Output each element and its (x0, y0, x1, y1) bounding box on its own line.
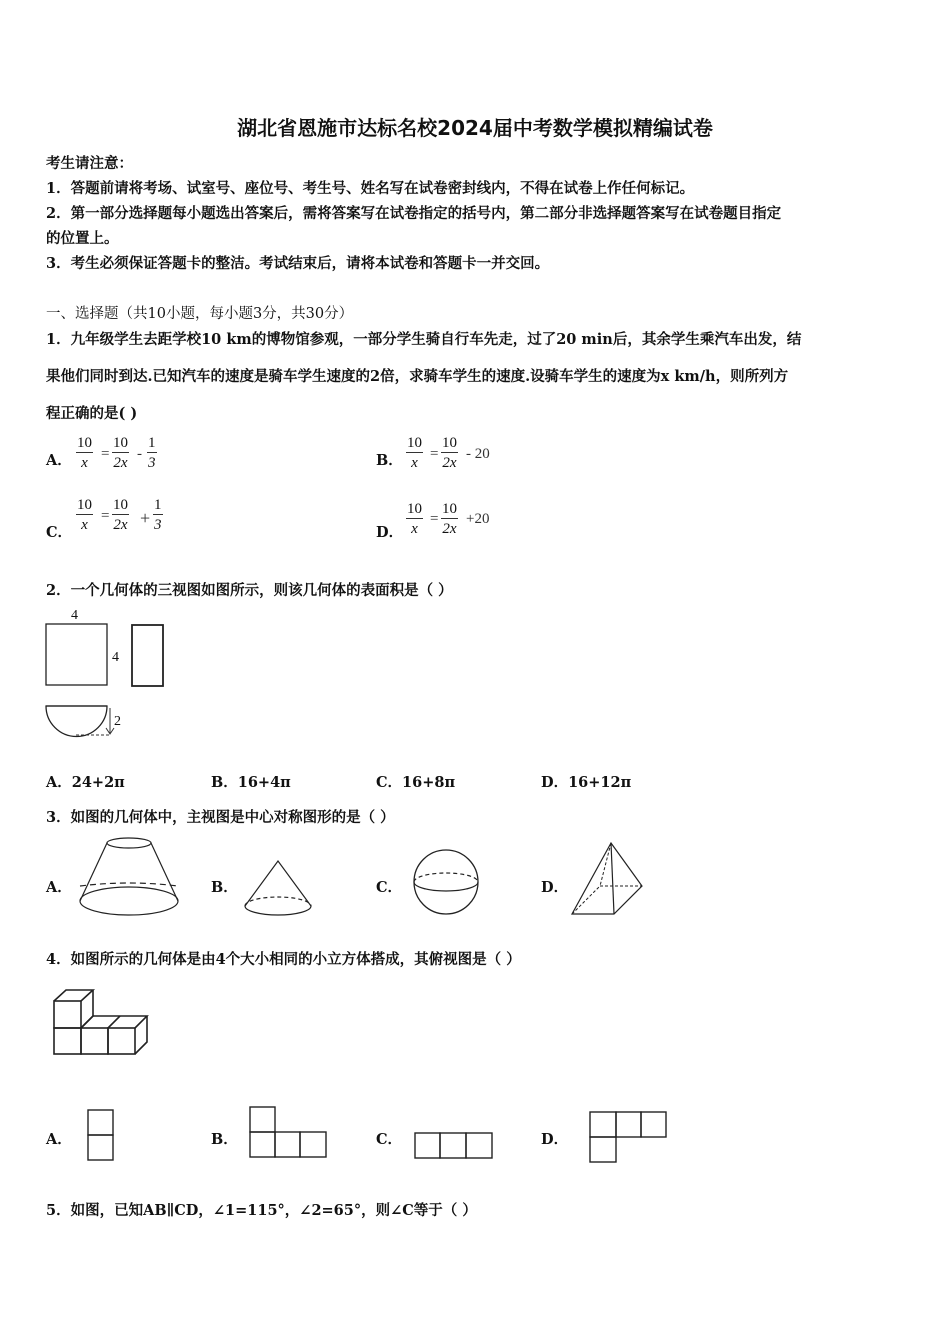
q4-option-a-label: A． (46, 1131, 72, 1148)
page-title: 湖北省恩施市达标名校2024届中考数学模拟精编试卷 (237, 116, 713, 140)
q4-option-c-label: C． (376, 1131, 403, 1148)
q2-option-c: C．16+8π (376, 774, 456, 791)
q1-line-1: 1．九年级学生去距学校10 km的博物馆参观，一部分学生骑自行车先走，过了20 min后，其余学生乘汽车出发，结 (46, 331, 802, 348)
q1-b-equals: = (430, 446, 439, 462)
q1-option-d-label: D． (376, 524, 404, 541)
q4-text: 4．如图所示的几何体是由4个大小相同的小立方体搭成，其俯视图是（ ） (46, 951, 521, 968)
notice-item-3: 3．考生必须保证答题卡的整洁。考试结束后，请将本试卷和答题卡一并交回。 (46, 255, 550, 272)
q1-line-3: 程正确的是( ) (46, 405, 138, 422)
q1-c-operator: + (140, 508, 151, 528)
q1-d-frac-1: $\frac{10}{x}$ (407, 501, 422, 537)
q1-a-equals: = (101, 446, 110, 462)
q1-b-frac-2: $\frac{10}{2x}$ (442, 435, 457, 471)
q3-text: 3．如图的几何体中，主视图是中心对称图形的是（ ） (46, 809, 395, 826)
q3-option-d-label: D． (541, 879, 569, 896)
notice-item-2-cont: 的位置上。 (46, 230, 119, 247)
q2-dim-side: 4 (112, 650, 119, 665)
q1-c-frac-2: $\frac{10}{2x}$ (113, 497, 128, 533)
q1-b-operator: - 20 (466, 446, 490, 462)
q1-option-c-label: C． (46, 524, 73, 541)
q1-a-frac-3: $\frac{1}{3}$ (148, 435, 156, 471)
q2-option-b: B．16+4π (211, 774, 291, 791)
q3-option-a-label: A． (46, 879, 72, 896)
q2-dim-radius: 2 (114, 714, 121, 729)
q4-option-b-label: B． (211, 1131, 238, 1148)
q5-text: 5．如图，已知AB∥CD，∠1=115°，∠2=65°，则∠C等于（ ） (46, 1202, 477, 1219)
q2-option-d: D．16+12π (541, 774, 632, 791)
q2-text: 2．一个几何体的三视图如图所示，则该几何体的表面积是（ ） (46, 582, 453, 599)
q1-a-operator: - (137, 446, 142, 462)
q1-d-operator: +20 (466, 511, 490, 527)
q4-option-d-label: D． (541, 1131, 569, 1148)
notice-item-2: 2．第一部分选择题每小题选出答案后，需将答案写在试卷指定的括号内，第二部分非选择题答案写在试卷题目指定 (46, 205, 782, 222)
q1-line-2: 果他们同时到达.已知汽车的速度是骑车学生速度的2倍，求骑车学生的速度.设骑车学生的速度为x km/h，则所列方 (46, 368, 789, 385)
q1-b-frac-1: $\frac{10}{x}$ (407, 435, 422, 471)
q1-d-equals: = (430, 511, 439, 527)
q2-dim-top: 4 (71, 608, 78, 623)
q3-option-b-label: B． (211, 879, 238, 896)
notice-item-1: 1．答题前请将考场、试室号、座位号、考生号、姓名写在试卷密封线内，不得在试卷上作任何标记。 (46, 180, 695, 197)
q3-option-c-label: C． (376, 879, 403, 896)
q1-option-a-label: A． (46, 452, 72, 469)
q1-a-frac-2: $\frac{10}{2x}$ (113, 435, 128, 471)
q1-c-equals: = (101, 508, 110, 524)
section-heading: 一、选择题（共10小题，每小题3分，共30分） (46, 306, 354, 322)
q1-option-b-label: B． (376, 452, 403, 469)
q1-c-frac-3: $\frac{1}{3}$ (154, 497, 162, 533)
q1-c-frac-1: $\frac{10}{x}$ (77, 497, 92, 533)
q1-a-frac-1: $\frac{10}{x}$ (77, 435, 92, 471)
q1-d-frac-2: $\frac{10}{2x}$ (442, 501, 457, 537)
notice-heading: 考生请注意： (46, 155, 133, 172)
q2-option-a: A．24+2π (46, 774, 125, 791)
